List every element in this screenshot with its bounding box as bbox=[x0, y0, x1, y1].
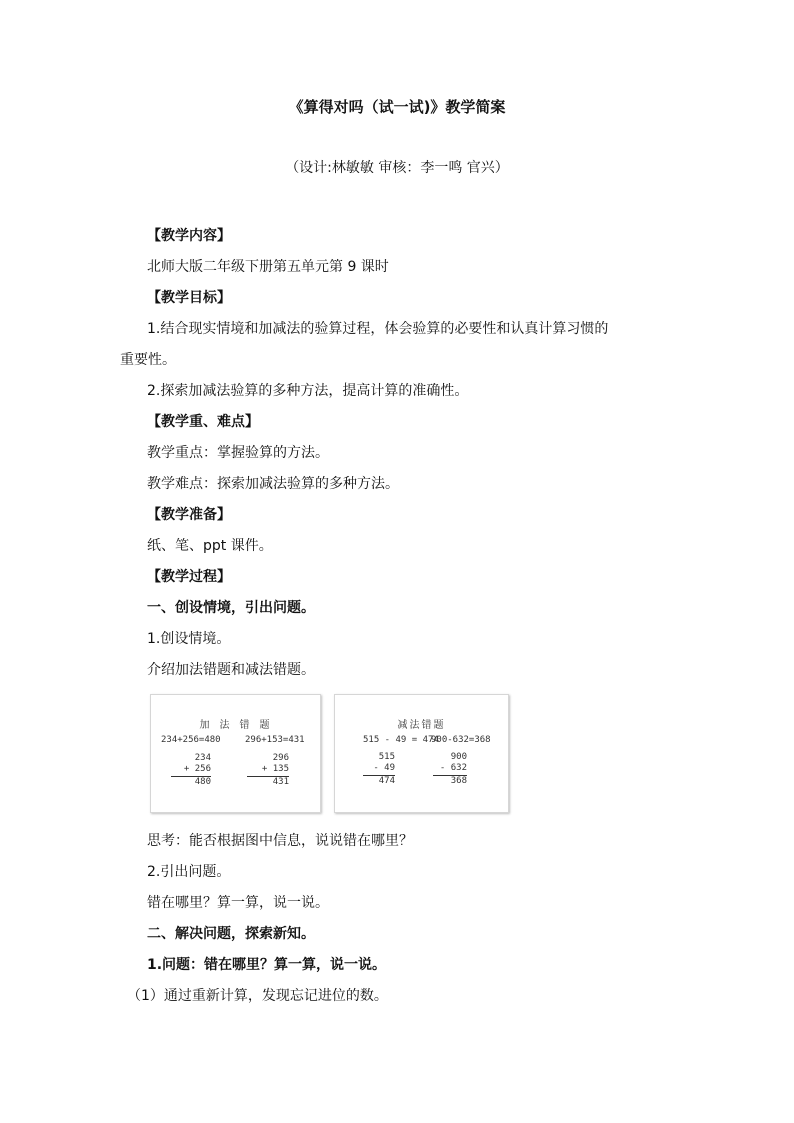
goal-1-line-a: 1.结合现实情境和加减法的验算过程，体会验算的必要性和认真计算习惯的 bbox=[147, 321, 609, 337]
vertical-result: 480 bbox=[171, 776, 211, 788]
vertical-result: 368 bbox=[433, 775, 467, 787]
subtraction-vertical-2 bbox=[433, 752, 467, 787]
sub-point-1: （1）通过重新计算，发现忘记进位的数。 bbox=[127, 988, 388, 1004]
content-text: 北师大版二年级下册第五单元第 9 课时 bbox=[147, 259, 389, 275]
vertical-mid: - 49 bbox=[373, 763, 395, 773]
addition-equation-1: 234+256=480 bbox=[161, 735, 221, 745]
goal-1-line-b: 重要性。 bbox=[120, 352, 176, 368]
key-point: 教学重点：掌握验算的方法。 bbox=[147, 445, 329, 461]
credits: （设计:林敏敏 审核：李一鸣 官兴） bbox=[285, 160, 509, 176]
addition-equation-2: 296+153=431 bbox=[245, 735, 305, 745]
heading-key-points: 【教学重、难点】 bbox=[147, 414, 259, 430]
subtraction-figure-title: 减法错题 bbox=[397, 720, 446, 731]
vertical-result: 474 bbox=[363, 775, 395, 787]
question-1: 1.问题：错在哪里？算一算，说一说。 bbox=[147, 957, 387, 973]
vertical-mid: + 256 bbox=[183, 764, 211, 774]
think-question: 思考：能否根据图中信息，说说错在哪里？ bbox=[147, 833, 413, 849]
subtraction-errors-image bbox=[334, 694, 509, 813]
subtraction-equation-1: 515 - 49 = 474 bbox=[363, 735, 439, 745]
subtraction-vertical-1 bbox=[363, 752, 395, 787]
goal-2: 2.探索加减法验算的多种方法，提高计算的准确性。 bbox=[147, 383, 469, 399]
vertical-top: 234 bbox=[194, 753, 211, 763]
step-1: 1.创设情境。 bbox=[147, 631, 231, 647]
preparation-text: 纸、笔、ppt 课件。 bbox=[147, 538, 273, 554]
addition-vertical-2 bbox=[247, 753, 289, 788]
vertical-top: 515 bbox=[378, 752, 395, 762]
page-title: 《算得对吗（试一试)》教学简案 bbox=[288, 98, 506, 116]
addition-figure-title: 加 法 错 题 bbox=[199, 720, 272, 731]
part-1-heading: 一、创设情境，引出问题。 bbox=[147, 600, 315, 616]
heading-preparation: 【教学准备】 bbox=[147, 507, 231, 523]
vertical-mid: + 135 bbox=[261, 764, 289, 774]
vertical-top: 900 bbox=[450, 752, 467, 762]
subtraction-equation-2: 900-632=368 bbox=[431, 735, 491, 745]
example-figures bbox=[150, 694, 680, 814]
heading-process: 【教学过程】 bbox=[147, 569, 231, 585]
difficult-point: 教学难点：探索加减法验算的多种方法。 bbox=[147, 476, 399, 492]
document-body bbox=[120, 221, 680, 1012]
part-2-heading: 二、解决问题，探索新知。 bbox=[147, 926, 315, 942]
intro-text: 介绍加法错题和减法错题。 bbox=[147, 662, 315, 678]
heading-goals: 【教学目标】 bbox=[147, 290, 231, 306]
step-2: 2.引出问题。 bbox=[147, 864, 231, 880]
vertical-top: 296 bbox=[272, 753, 289, 763]
heading-content: 【教学内容】 bbox=[147, 228, 231, 244]
addition-vertical-1 bbox=[171, 753, 211, 788]
vertical-mid: - 632 bbox=[439, 763, 467, 773]
addition-errors-image bbox=[150, 694, 321, 813]
ask-text: 错在哪里？算一算，说一说。 bbox=[147, 895, 329, 911]
vertical-result: 431 bbox=[247, 776, 289, 788]
